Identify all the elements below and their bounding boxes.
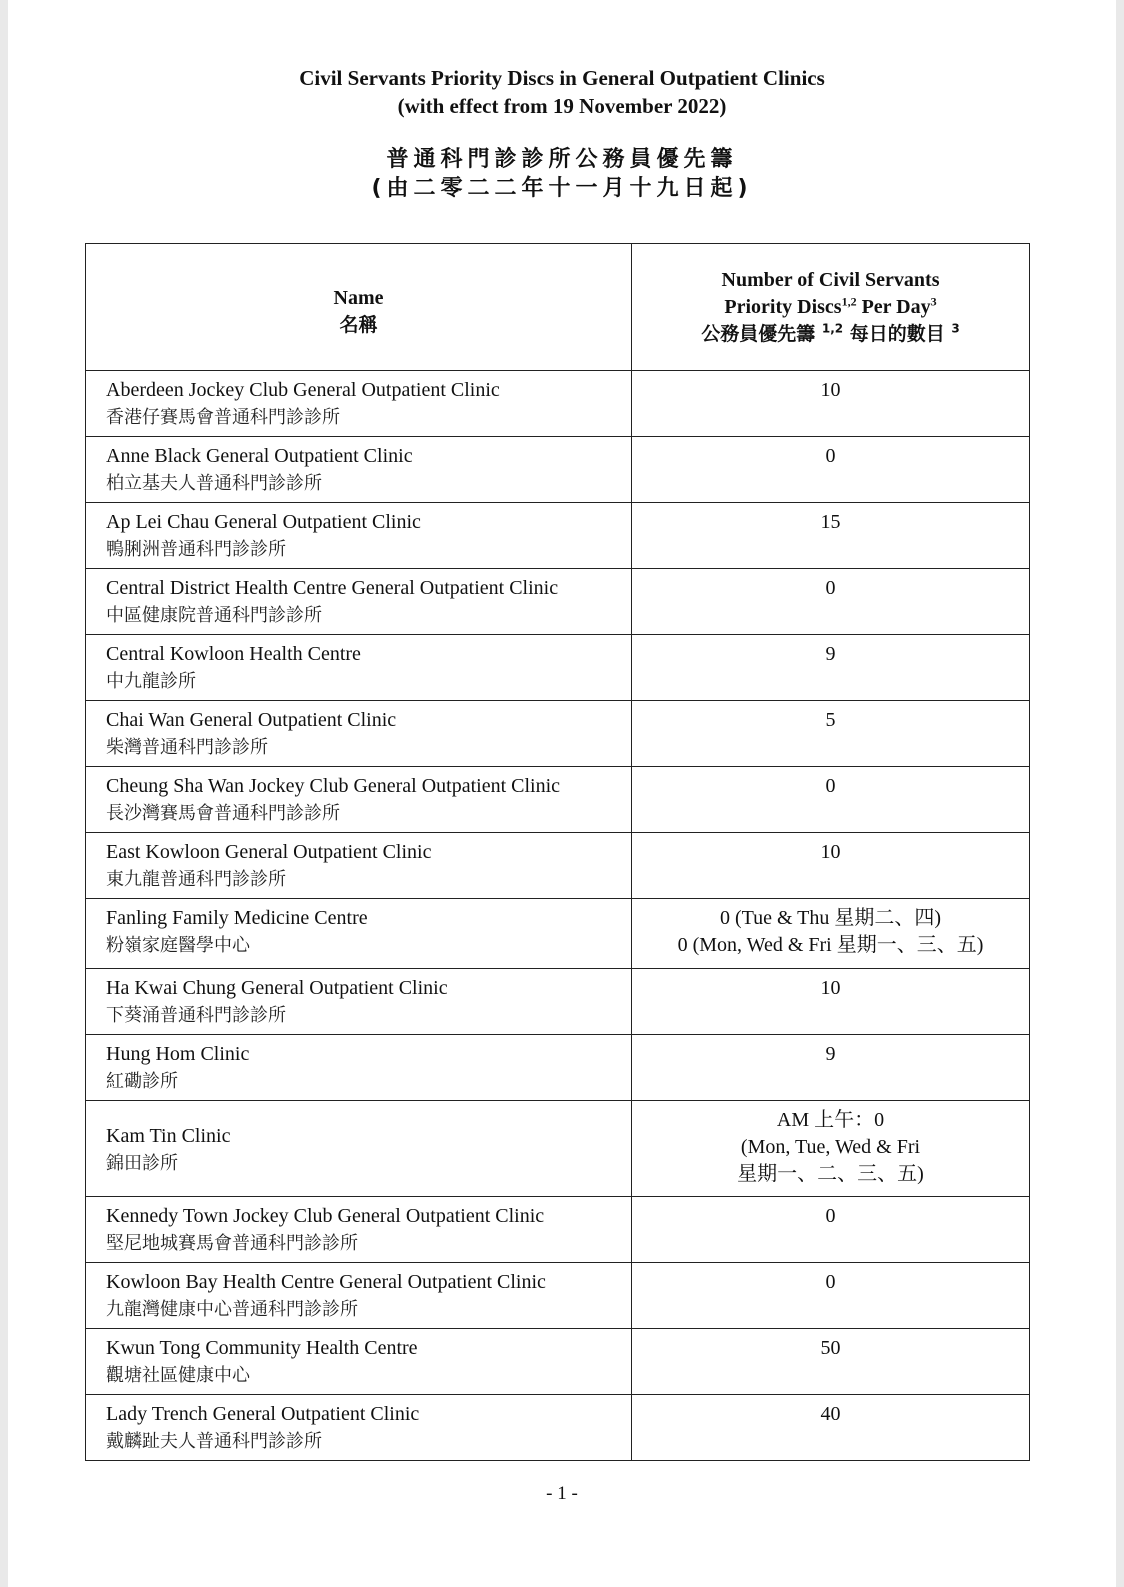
clinic-name-cell [86,701,632,767]
disc-count-cell: 0 [632,1263,1030,1329]
clinic-name-en: Kwun Tong Community Health Centre [106,1337,418,1359]
table-row [86,437,1030,503]
disc-count-cell: 9 [632,1035,1030,1101]
clinic-name-zh: 長沙灣賽馬會普通科門診診所 [106,803,340,824]
table-row [86,503,1030,569]
disc-count-line: 0 (Mon, Wed & Fri 星期一、三、五) [677,934,984,956]
table-row [86,1329,1030,1395]
clinic-name-en: Kennedy Town Jockey Club General Outpatient Clinic [106,1205,545,1227]
header-per-day: Per Day [856,295,931,318]
header-zh-footnote-1-2: 1,2 [821,321,844,336]
header-footnote-1-2: 1,2 [841,293,857,308]
disc-count-cell: 5 [632,701,1030,767]
table-header-row [86,244,1030,371]
table-row [86,1035,1030,1101]
clinic-name-cell [86,767,632,833]
table-row [86,701,1030,767]
table-row [86,767,1030,833]
clinic-name-en: Ap Lei Chau General Outpatient Clinic [106,511,421,533]
disc-count-line: AM 上午：0 [776,1109,885,1131]
clinic-name-cell [86,1101,632,1197]
table-row [86,1395,1030,1461]
clinic-name-zh: 香港仔賽馬會普通科門診診所 [106,407,340,428]
column-header-count-line1: Number of Civil Servants [721,268,940,291]
clinic-name-zh: 堅尼地城賽馬會普通科門診診所 [106,1233,358,1254]
clinic-name-en: Kam Tin Clinic [106,1124,231,1147]
clinic-name-zh: 觀塘社區健康中心 [106,1365,250,1386]
title-zh: 普通科門診診所公務員優先籌 [386,147,738,172]
subtitle-en: (with effect from 19 November 2022) [397,94,727,118]
clinic-name-zh: 中九龍診所 [106,671,196,692]
disc-count-line: 0 (Tue & Thu 星期二、四) [719,907,942,929]
table-row [86,899,1030,969]
column-header-count-line2 [632,294,1029,321]
table-row [86,371,1030,437]
disc-count-cell: 0 [632,1197,1030,1263]
column-header-name-en: Name [333,287,384,309]
table-row [86,635,1030,701]
clinic-name-cell [86,969,632,1035]
subtitle-zh: (由二零二二年十一月十九日起) [371,176,753,201]
table-row [86,833,1030,899]
column-header-name [86,244,632,371]
disc-count-cell: 40 [632,1395,1030,1461]
clinic-name-en: Fanling Family Medicine Centre [106,907,368,929]
clinic-name-en: Anne Black General Outpatient Clinic [106,445,413,467]
clinic-name-zh: 柴灣普通科門診診所 [106,737,268,758]
clinic-name-en: Kowloon Bay Health Centre General Outpatient Clinic [106,1271,546,1293]
clinic-name-cell [86,1395,632,1461]
clinic-name-zh: 下葵涌普通科門診診所 [106,1005,286,1026]
clinic-name-zh: 中區健康院普通科門診診所 [106,605,322,626]
table-row [86,969,1030,1035]
clinic-name-cell [86,437,632,503]
clinic-name-en: Central District Health Centre General Outpatient Clinic [106,577,559,599]
clinic-name-en: Central Kowloon Health Centre [106,643,361,665]
clinic-name-en: Chai Wan General Outpatient Clinic [106,709,397,731]
header-zh-part2: 每日的數目 [843,322,952,345]
table-row [86,1101,1030,1197]
disc-count-cell: 0 [632,767,1030,833]
clinic-name-cell [86,1329,632,1395]
header-zh-footnote-3: 3 [951,321,960,336]
disc-count-line: 星期一、二、三、五) [737,1163,924,1185]
disc-count-cell [632,1101,1030,1197]
header-zh-part1: 公務員優先籌 [701,322,822,345]
clinic-name-cell [86,371,632,437]
clinic-name-en: Cheung Sha Wan Jockey Club General Outpatient Clinic [106,775,561,797]
clinic-name-cell [86,1197,632,1263]
clinic-name-zh: 柏立基夫人普通科門診診所 [106,473,322,494]
clinic-name-cell [86,635,632,701]
title-en: Civil Servants Priority Discs in General Outpatient Clinics [299,66,825,90]
clinic-name-en: Aberdeen Jockey Club General Outpatient Clinic [106,379,500,401]
disc-count-cell: 9 [632,635,1030,701]
clinic-name-zh: 粉嶺家庭醫學中心 [106,935,250,956]
clinic-name-cell [86,1263,632,1329]
clinic-name-zh: 錦田診所 [106,1152,178,1174]
disc-count-cell: 15 [632,503,1030,569]
clinic-name-en: East Kowloon General Outpatient Clinic [106,841,432,863]
clinic-name-en: Ha Kwai Chung General Outpatient Clinic [106,977,448,999]
clinic-name-zh: 紅磡診所 [106,1071,178,1092]
clinic-name-zh: 東九龍普通科門診診所 [106,869,286,890]
disc-count-cell: 50 [632,1329,1030,1395]
table-row [86,569,1030,635]
disc-count-cell: 0 [632,437,1030,503]
disc-count-cell: 0 [632,569,1030,635]
clinic-name-cell [86,503,632,569]
page-number: - 1 - [546,1483,578,1504]
clinic-name-en: Lady Trench General Outpatient Clinic [106,1403,420,1425]
disc-count-cell: 10 [632,371,1030,437]
clinic-name-cell [86,569,632,635]
column-header-name-zh: 名稱 [339,314,378,336]
header-footnote-3: 3 [930,293,937,308]
clinic-name-cell [86,899,632,969]
table-row [86,1263,1030,1329]
disc-count-cell [632,899,1030,969]
disc-count-cell: 10 [632,969,1030,1035]
clinic-name-zh: 戴麟趾夫人普通科門診診所 [106,1431,322,1452]
document-page [8,0,1116,1587]
column-header-count-zh [632,321,1029,348]
clinic-name-zh: 鴨脷洲普通科門診診所 [106,539,286,560]
clinic-name-cell [86,1035,632,1101]
header-priority-discs: Priority Discs [724,295,842,318]
disc-count-cell: 10 [632,833,1030,899]
priority-discs-table [85,243,1030,1461]
clinic-name-zh: 九龍灣健康中心普通科門診診所 [106,1299,358,1320]
column-header-count [632,244,1030,371]
clinic-name-cell [86,833,632,899]
disc-count-line: (Mon, Tue, Wed & Fri [740,1136,921,1158]
table-row [86,1197,1030,1263]
clinic-name-en: Hung Hom Clinic [106,1043,250,1065]
